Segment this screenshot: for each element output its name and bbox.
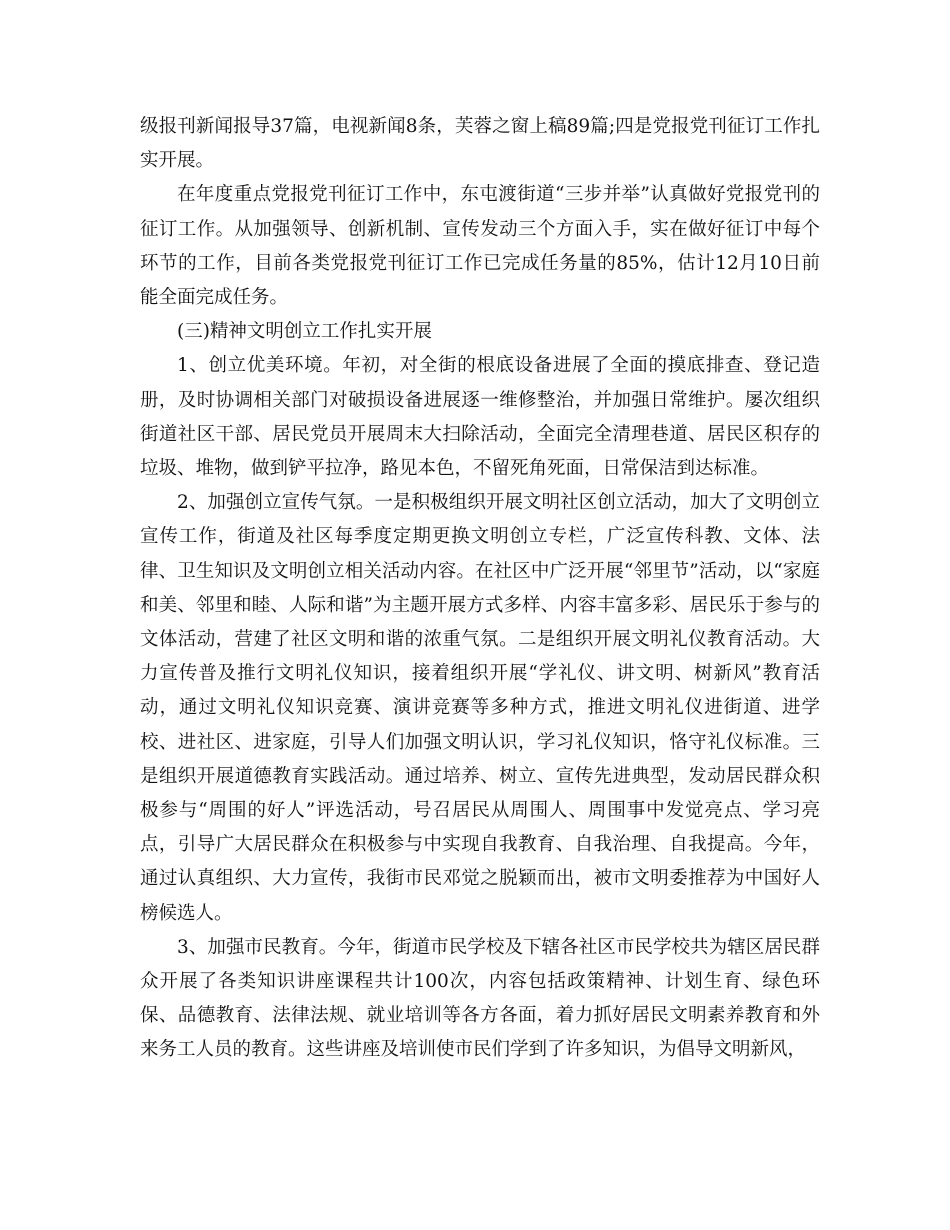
paragraph-environment: 1、创立优美环境。年初，对全街的根底设备进展了全面的摸底排查、登记造册，及时协调相关部门对破损设备进展逐一维修整治，并加强日常维护。屡次组织街道社区干部、居民党员开展周末大扫除活动，全面完全清理巷道、居民区积存的垃圾、堆物，做到铲平拉净，路见本色，不留死角死面，日常保洁到达标准。 (140, 355, 820, 480)
paragraph-newspaper-subscription: 在年度重点党报党刊征订工作中，东屯渡街道“三步并举”认真做好党报党刊的征订工作。从加强领导、创新机制、宣传发动三个方面入手，实在做好征订中每个环节的工作，目前各类党报党刊征订工作已完成任务量的85%，估计12月10日前能全面完成任务。 (140, 184, 820, 309)
section-heading-civilization: (三)精神文明创立工作扎实开展 (177, 321, 432, 343)
paragraph-continuation: 级报刊新闻报导37篇，电视新闻8条，芙蓉之窗上稿89篇;四是党报党刊征订工作扎实开展。 (140, 116, 820, 172)
paragraph-publicity: 2、加强创立宣传气氛。一是积极组织开展文明社区创立活动，加大了文明创立宣传工作，街道及社区每季度定期更换文明创立专栏，广泛宣传科教、文体、法律、卫生知识及文明创立相关活动内容。在社区中广泛开展“邻里节”活动，以“家庭和美、邻里和睦、人际和谐”为主题开展方式多样、内容丰富多彩、居民乐于参与的文体活动，营建了社区文明和谐的浓重气氛。二是组织开展文明礼仪教育活动。大力宣传普及推行文明礼仪知识，接着组织开展“学礼仪、讲文明、树新风”教育活动，通过文明礼仪知识竞赛、演讲竞赛等多种方式，推进文明礼仪进街道、进学校、进社区、进家庭，引导人们加强文明认识，学习礼仪知识，恪守礼仪标准。三是组织开展道德教育实践活动。通过培养、树立、宣传先进典型，发动居民群众积极参与“周围的好人”评选活动，号召居民从周围人、周围事中发觉亮点、学习亮点，引导广大居民群众在积极参与中实现自我教育、自我治理、自我提高。今年，通过认真组织、大力宣传，我街市民邓觉之脱颖而出，被市文明委推荐为中国好人榜候选人。 (140, 492, 820, 924)
document-body (140, 110, 820, 1068)
paragraph-citizen-education: 3、加强市民教育。今年，街道市民学校及下辖各社区市民学校共为辖区居民群众开展了各类知识讲座课程共计100次，内容包括政策精神、计划生育、绿色环保、品德教育、法律法规、就业培训等各方各面，着力抓好居民文明素养教育和外来务工人员的教育。这些讲座及培训使市民们学到了许多知识，为倡导文明新风， (140, 936, 820, 1061)
